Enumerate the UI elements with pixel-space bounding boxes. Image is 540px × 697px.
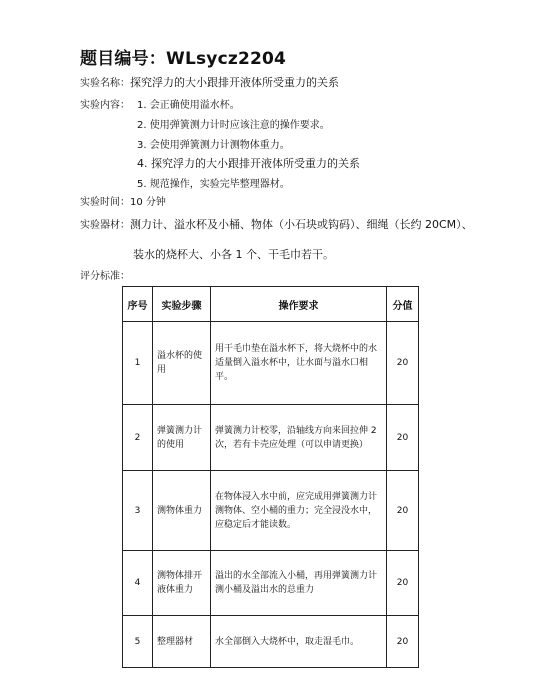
row-requirement: 水全部倒入大烧杯中，取走湿毛巾。 xyxy=(211,616,387,668)
row-no: 2 xyxy=(123,405,153,471)
row-requirement: 溢出的水全部流入小桶，再用弹簧测力计测小桶及溢出水的总重力 xyxy=(211,551,387,616)
table-row xyxy=(123,616,419,668)
row-score: 20 xyxy=(387,322,419,405)
header-score: 分值 xyxy=(387,287,419,322)
row-step: 测物体排开液体重力 xyxy=(153,551,211,616)
row-step: 整理器材 xyxy=(153,616,211,668)
row-score: 20 xyxy=(387,616,419,668)
equipment-label: 实验器材： xyxy=(80,220,130,231)
content-item-1: 1. 会正确使用溢水杯。 xyxy=(137,100,240,111)
row-no: 1 xyxy=(123,322,153,405)
row-requirement: 用干毛巾垫在溢水杯下，将大烧杯中的水适量倒入溢水杯中，让水面与溢水口相平。 xyxy=(211,322,387,405)
header-no: 序号 xyxy=(123,287,153,322)
row-step: 弹簧测力计的使用 xyxy=(153,405,211,471)
row-step: 溢水杯的使用 xyxy=(153,322,211,405)
row-no: 3 xyxy=(123,471,153,551)
row-no: 5 xyxy=(123,616,153,668)
header-requirement: 操作要求 xyxy=(211,287,387,322)
row-score: 20 xyxy=(387,405,419,471)
table-header-row xyxy=(123,287,419,322)
table-row xyxy=(123,322,419,405)
experiment-name-value: 探究浮力的大小跟排开液体所受重力的关系 xyxy=(130,76,339,89)
row-score: 20 xyxy=(387,551,419,616)
experiment-name-label: 实验名称： xyxy=(80,78,130,89)
content-item-3: 3. 会使用弹簧测力计测物体重力。 xyxy=(137,140,290,151)
row-step: 测物体重力 xyxy=(153,471,211,551)
equipment-line-2: 装水的烧杯大、小各 1 个、干毛巾若干。 xyxy=(133,248,334,261)
content-item-5: 5. 规范操作，实验完毕整理器材。 xyxy=(137,179,290,190)
experiment-time-label: 实验时间： xyxy=(80,197,130,208)
table-row xyxy=(123,471,419,551)
row-requirement: 弹簧测力计校零，沿轴线方向来回拉伸 2 次，若有卡壳应处理（可以申请更换） xyxy=(211,405,387,471)
experiment-content-label: 实验内容： xyxy=(80,100,130,111)
equipment-line-1: 测力计、溢水杯及小桶、物体（小石块或钩码）、细绳（长约 20CM）、 xyxy=(130,218,473,231)
row-score: 20 xyxy=(387,471,419,551)
scoring-table xyxy=(122,286,419,668)
table-row xyxy=(123,551,419,616)
table-row xyxy=(123,405,419,471)
scoring-label: 评分标准： xyxy=(80,271,130,282)
question-id-title: 题目编号：WLsycz2204 xyxy=(80,49,287,69)
row-requirement: 在物体浸入水中前，应完成用弹簧测力计测物体、空小桶的重力；完全浸没水中，应稳定后才能读数。 xyxy=(211,471,387,551)
content-item-4: 4. 探究浮力的大小跟排开液体所受重力的关系 xyxy=(137,157,360,170)
content-item-2: 2. 使用弹簧测力计时应该注意的操作要求。 xyxy=(137,120,330,131)
row-no: 4 xyxy=(123,551,153,616)
experiment-time-row xyxy=(80,193,166,208)
experiment-name-row xyxy=(80,74,339,90)
equipment-row xyxy=(80,216,473,232)
experiment-time-value: 10 分钟 xyxy=(130,197,166,208)
header-step: 实验步骤 xyxy=(153,287,211,322)
